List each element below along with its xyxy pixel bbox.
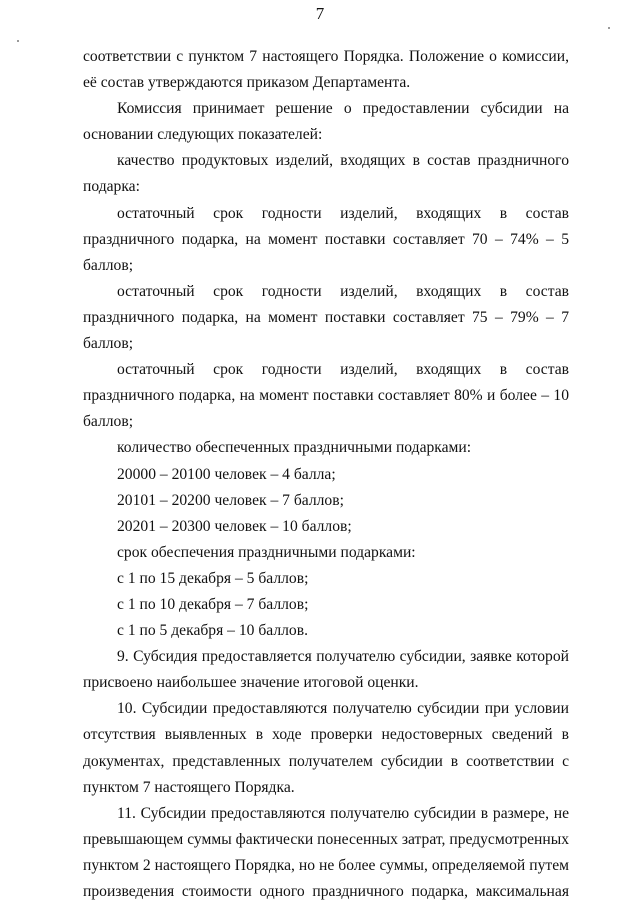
list-item: количество обеспеченных праздничными подарками: bbox=[117, 439, 472, 457]
paragraph-10: 10. Субсидии предоставляются получателю субсидии при условии отсутствия выявленных в ходе проверки недостоверных сведений в документах, представленных получателем субсидии в соответствии с пунктом 7 настоящего Порядка. bbox=[83, 700, 569, 796]
paragraph-9: 9. Субсидия предоставляется получателю субсидии, заявке которой присвоено наибольшее значение итоговой оценки. bbox=[83, 648, 569, 692]
list-item: 20201 – 20300 человек – 10 баллов; bbox=[117, 517, 352, 535]
list-item: срок обеспечения праздничными подарками: bbox=[117, 543, 416, 561]
paragraph-commission: Комиссия принимает решение о предоставлении субсидии на основании следующих показателей: bbox=[83, 100, 569, 144]
paragraph-shelf-life-1: остаточный срок годности изделий, входящих в состав праздничного подарка, на момент поставки составляет 70 – 74% – 5 баллов; bbox=[83, 204, 569, 274]
list-item: 20101 – 20200 человек – 7 баллов; bbox=[117, 491, 344, 509]
list-item: с 1 по 15 декабря – 5 баллов; bbox=[117, 569, 309, 587]
scan-speck bbox=[608, 27, 610, 29]
page-number: 7 bbox=[315, 4, 325, 23]
list-item: 20000 – 20100 человек – 4 балла; bbox=[117, 465, 336, 483]
paragraph-shelf-life-3: остаточный срок годности изделий, входящих в состав праздничного подарка, на момент поставки составляет 80% и более – 10 баллов; bbox=[83, 361, 569, 431]
paragraph-shelf-life-2: остаточный срок годности изделий, входящих в состав праздничного подарка, на момент поставки составляет 75 – 79% – 7 баллов; bbox=[83, 282, 569, 353]
paragraph-quality: качество продуктовых изделий, входящих в состав праздничного подарка: bbox=[83, 152, 569, 196]
document-body bbox=[83, 44, 569, 905]
scan-speck bbox=[17, 40, 19, 42]
list-item: с 1 по 10 декабря – 7 баллов; bbox=[117, 595, 309, 613]
paragraph-continuation: соответствии с пунктом 7 настоящего Порядка. Положение о комиссии, её состав утверждаются приказом Департамента. bbox=[83, 48, 569, 92]
list-item: с 1 по 5 декабря – 10 баллов. bbox=[117, 622, 308, 640]
paragraph-11: 11. Субсидии предоставляются получателю субсидии в размере, не превышающем суммы фактически понесенных затрат, предусмотренных пунктом 2 настоящего Порядка, но не более суммы, определяемой путем произведения стоимости одного праздничного подарка, максимальная bbox=[83, 804, 569, 900]
